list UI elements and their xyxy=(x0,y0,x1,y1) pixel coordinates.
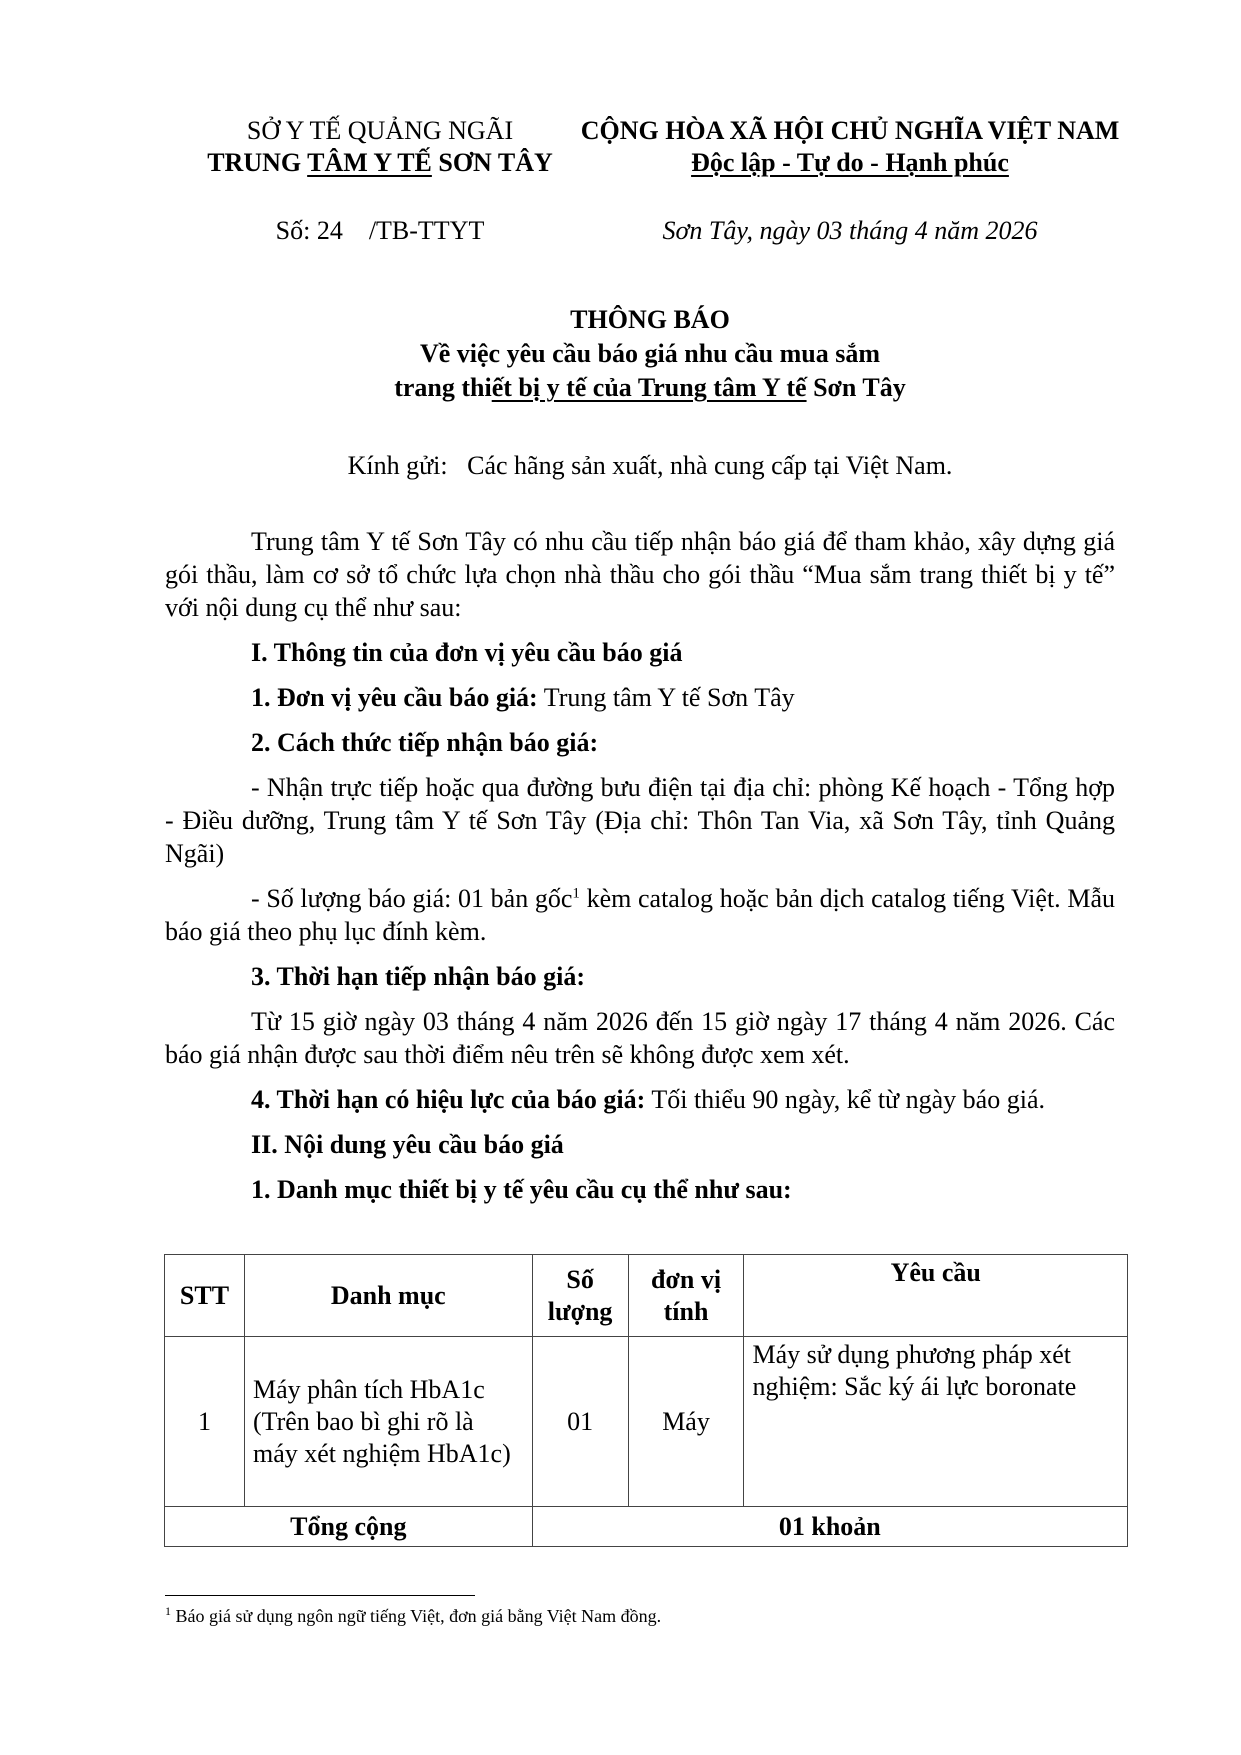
header-quantity: Số lượng xyxy=(532,1255,628,1337)
place-and-date: Sơn Tây, ngày 03 tháng 4 năm 2026 xyxy=(662,216,1038,245)
header-unit: đơn vị tính xyxy=(628,1255,744,1337)
bullet-2-text-b: kèm catalog hoặc bản dịch catalog tiếng Việt. Mẫu báo giá theo phụ lục đính kèm. xyxy=(165,884,1115,946)
table-total-row xyxy=(165,1507,1128,1547)
item-1-label: 1. Đơn vị yêu cầu báo giá: xyxy=(251,683,538,712)
item-3-heading: 3. Thời hạn tiếp nhận báo giá: xyxy=(251,962,585,991)
cell-stt: 1 xyxy=(165,1337,245,1507)
table-row xyxy=(165,1337,1128,1507)
header-requirement: Yêu cầu xyxy=(744,1255,1128,1337)
national-heading-block xyxy=(560,115,1140,179)
subtitle-part-b: Sơn Tây xyxy=(806,373,906,402)
recipient-line: Kính gửi: Các hãng sản xuất, nhà cung cấp tại Việt Nam. xyxy=(347,451,953,480)
issuing-unit-underlined: TÂM Y TẾ xyxy=(307,148,432,177)
item-3-value: Từ 15 giờ ngày 03 tháng 4 năm 2026 đến 15 giờ ngày 17 tháng 4 năm 2026. Các báo giá nhận được sau thời điểm nêu trên sẽ không được xem xét. xyxy=(165,1007,1115,1069)
issuing-unit-part2: SƠN TÂY xyxy=(431,148,553,177)
national-motto: Độc lập - Tự do - Hạnh phúc xyxy=(691,148,1009,177)
item-4-label: 4. Thời hạn có hiệu lực của báo giá: xyxy=(251,1085,646,1114)
subtitle-part-underlined: ết bị y tế của Trung tâm Y tế xyxy=(491,373,807,402)
document-subtitle-line2 xyxy=(160,371,1140,405)
document-body xyxy=(165,525,1115,1206)
bullet-2-text-a: - Số lượng báo giá: 01 bản gốc xyxy=(251,884,573,913)
section-2-heading: II. Nội dung yêu cầu báo giá xyxy=(251,1130,564,1159)
cell-item: Máy phân tích HbA1c (Trên bao bì ghi rõ là máy xét nghiệm HbA1c) xyxy=(244,1337,532,1507)
item-1-value: Trung tâm Y tế Sơn Tây xyxy=(537,683,795,712)
total-value: 01 khoản xyxy=(532,1507,1127,1547)
cell-unit: Máy xyxy=(628,1337,744,1507)
header-stt: STT xyxy=(165,1255,245,1337)
footnote-marker: 1 xyxy=(165,1604,171,1618)
document-title: THÔNG BÁO xyxy=(570,305,730,334)
issuing-agency-block xyxy=(180,115,580,179)
issuing-unit-part1: TRUNG xyxy=(207,148,308,177)
header-item: Danh mục xyxy=(244,1255,532,1337)
section-1-heading: I. Thông tin của đơn vị yêu cầu báo giá xyxy=(251,638,683,667)
section-2-item-1: 1. Danh mục thiết bị y tế yêu cầu cụ thể như sau: xyxy=(251,1175,792,1204)
document-subtitle-line1: Về việc yêu cầu báo giá nhu cầu mua sắm xyxy=(419,339,881,368)
intro-paragraph: Trung tâm Y tế Sơn Tây có nhu cầu tiếp nhận báo giá để tham khảo, xây dựng giá gói thầu, làm cơ sở tổ chức lựa chọn nhà thầu cho gói thầu “Mua sắm trang thiết bị y tế” với nội dung cụ thể như sau: xyxy=(165,527,1115,622)
subtitle-part-a: trang thi xyxy=(394,373,492,402)
total-label: Tổng cộng xyxy=(165,1507,533,1547)
footnote-text: Báo giá sử dụng ngôn ngữ tiếng Việt, đơn giá bằng Việt Nam đồng. xyxy=(171,1606,662,1626)
equipment-table xyxy=(164,1254,1128,1547)
item-2-bullet-1: - Nhận trực tiếp hoặc qua đường bưu điện tại địa chỉ: phòng Kế hoạch - Tổng hợp - Điều dưỡng, Trung tâm Y tế Sơn Tây (Địa chỉ: Thôn Tan Via, xã Sơn Tây, tỉnh Quảng Ngãi) xyxy=(165,773,1115,868)
national-title: CỘNG HÒA XÃ HỘI CHỦ NGHĨA VIỆT NAM xyxy=(580,116,1120,145)
cell-quantity: 01 xyxy=(532,1337,628,1507)
footnote-reference: 1 xyxy=(572,885,580,902)
document-number: Số: 24 /TB-TTYT xyxy=(275,216,485,245)
issuing-unit xyxy=(180,147,580,179)
document-title-block xyxy=(160,303,1140,405)
item-4-paragraph xyxy=(165,1083,1115,1116)
table-header-row xyxy=(165,1255,1128,1337)
parent-agency: SỞ Y TẾ QUẢNG NGÃI xyxy=(246,116,514,145)
footnote-separator xyxy=(165,1595,475,1596)
cell-requirement: Máy sử dụng phương pháp xét nghiệm: Sắc ký ái lực boronate xyxy=(744,1337,1128,1507)
item-2-heading: 2. Cách thức tiếp nhận báo giá: xyxy=(251,728,599,757)
item-4-value: Tối thiểu 90 ngày, kể từ ngày báo giá. xyxy=(645,1085,1045,1114)
item-2-bullet-2 xyxy=(165,882,1115,948)
item-1-paragraph xyxy=(165,681,1115,714)
footnote xyxy=(165,1605,661,1627)
